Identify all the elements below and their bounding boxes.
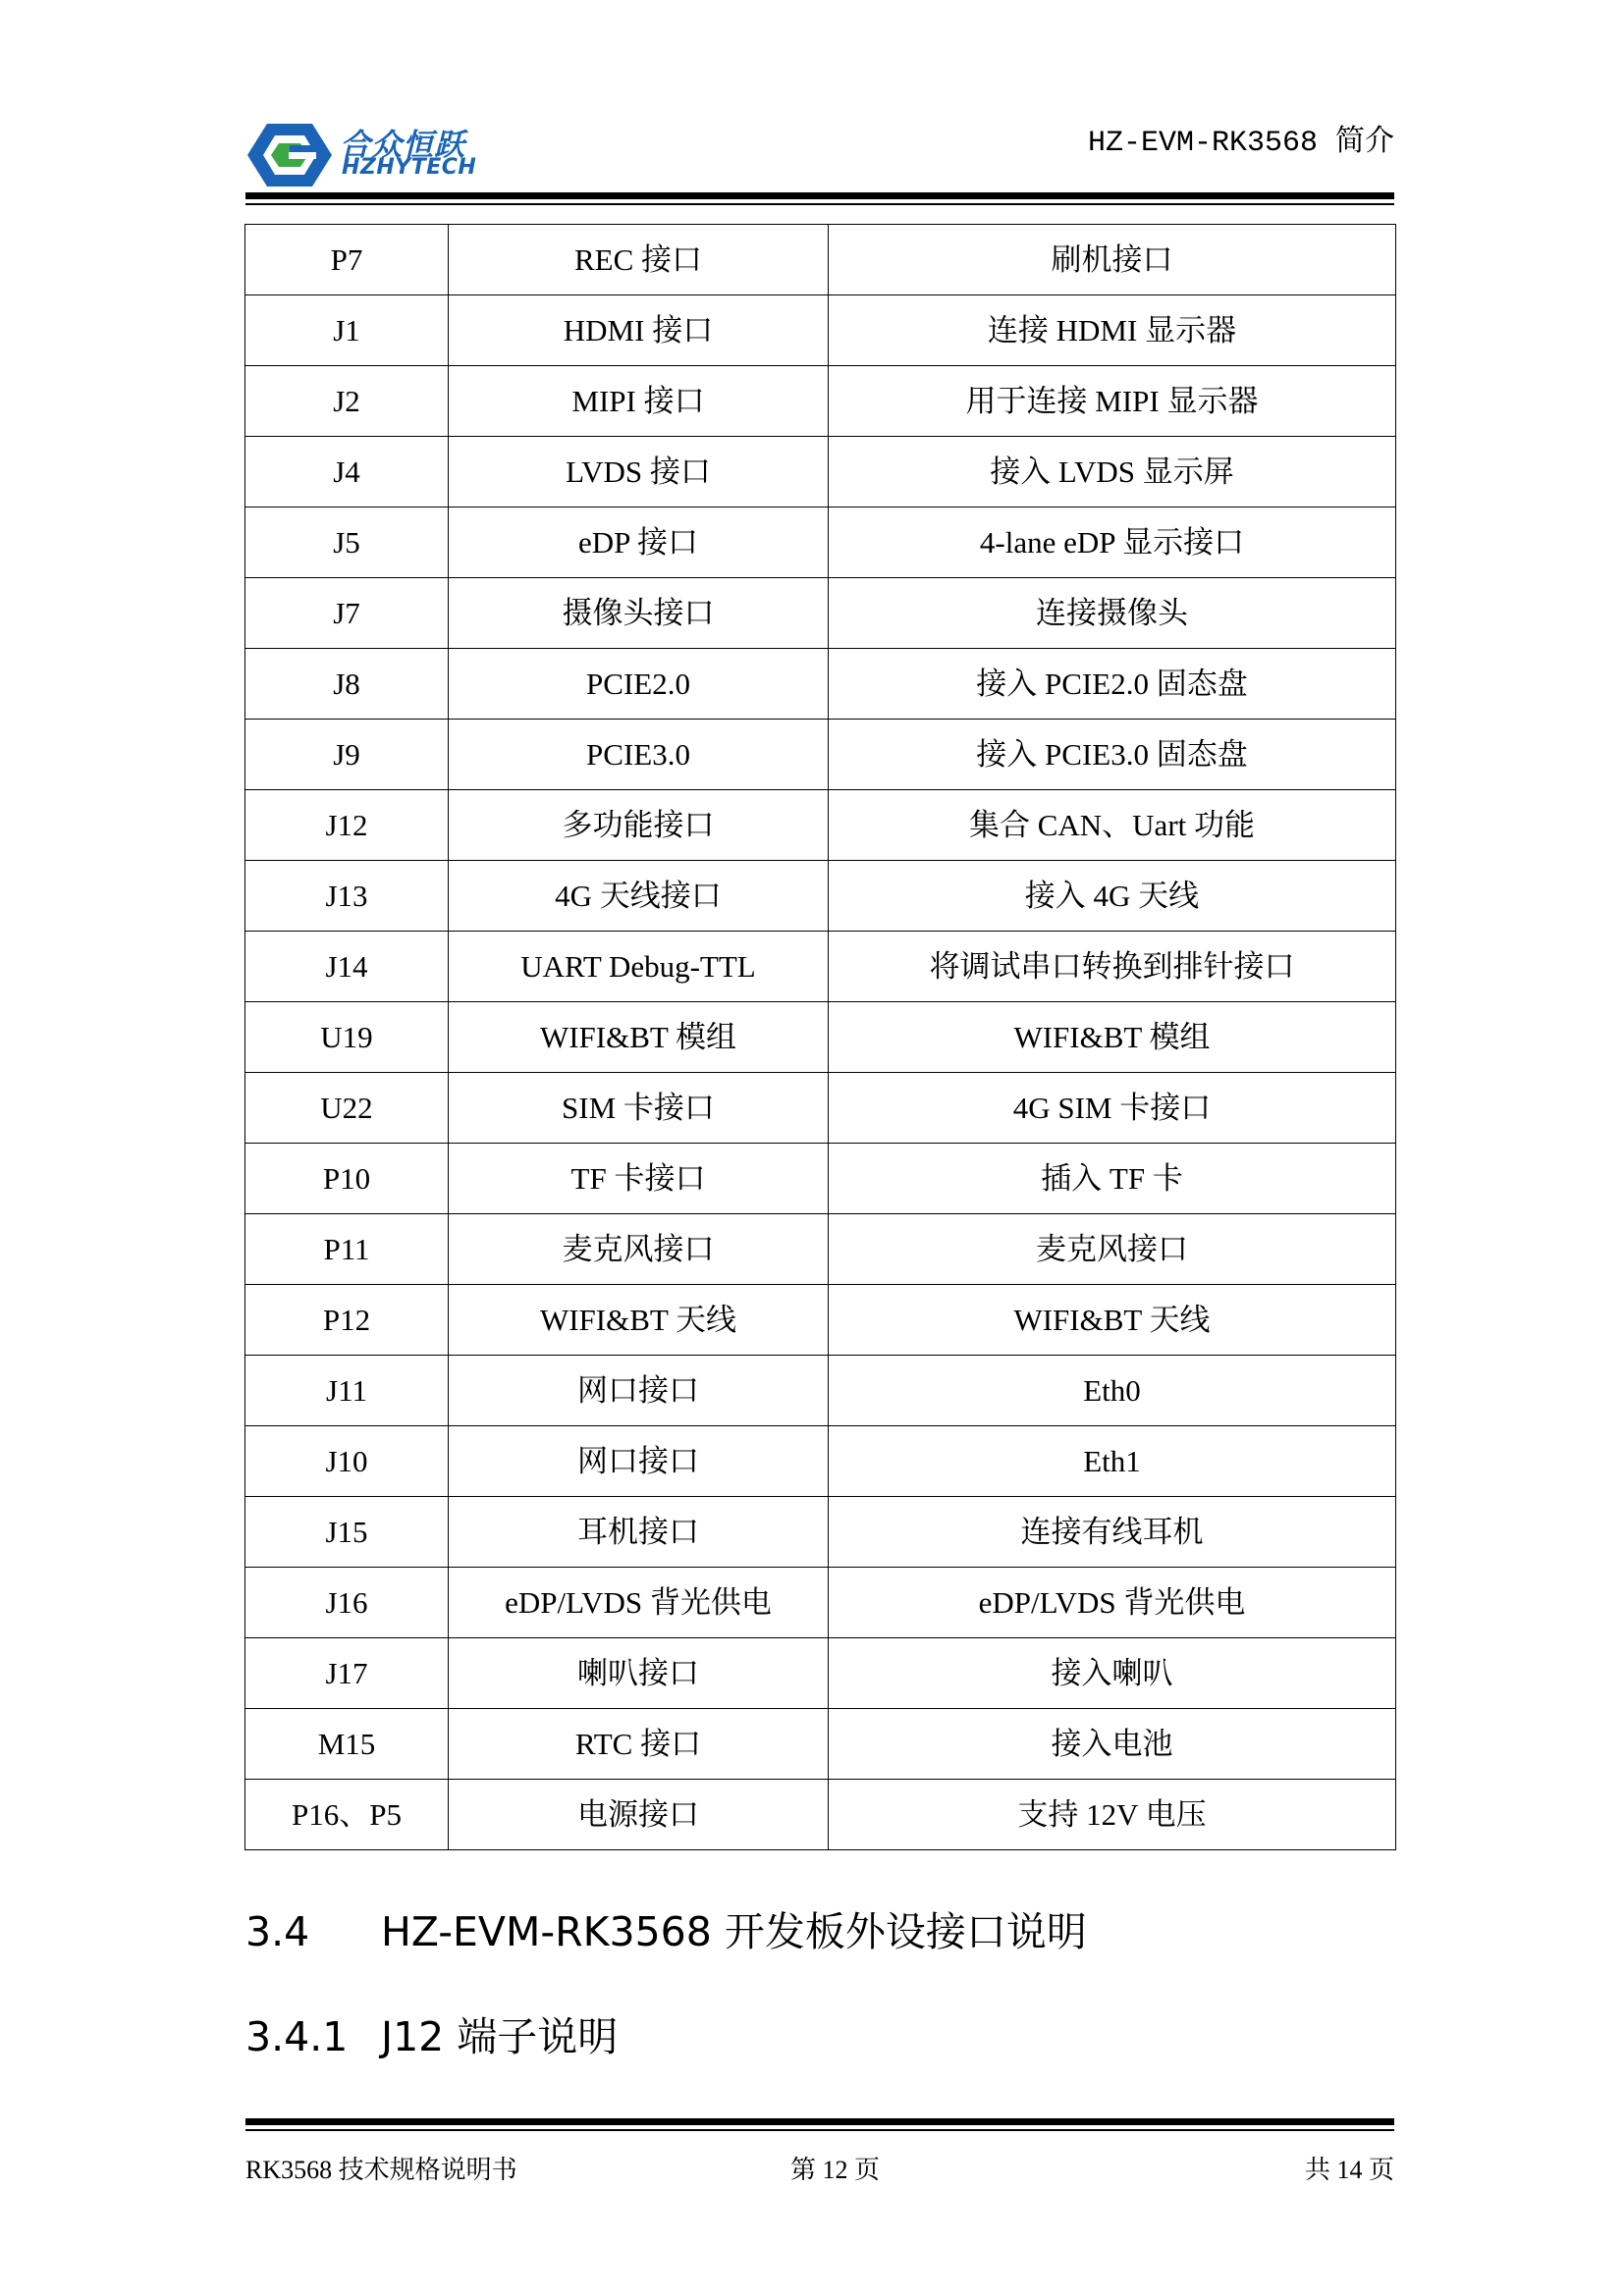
cell-interface-name: PCIE2.0 — [449, 649, 829, 720]
table-row — [245, 1780, 1396, 1850]
cell-designator: J8 — [245, 649, 449, 720]
cell-description: 插入 TF 卡 — [829, 1144, 1396, 1214]
cell-interface-name: 网口接口 — [449, 1426, 829, 1497]
table-row — [245, 366, 1396, 437]
footer-page-number: 第 12 页 — [790, 2156, 881, 2184]
cell-interface-name: REC 接口 — [449, 225, 829, 295]
cell-interface-name: LVDS 接口 — [449, 437, 829, 507]
cell-description: 刷机接口 — [829, 225, 1396, 295]
cell-interface-name: RTC 接口 — [449, 1709, 829, 1780]
cell-designator: J16 — [245, 1568, 449, 1638]
table-row — [245, 1497, 1396, 1568]
cell-interface-name: HDMI 接口 — [449, 295, 829, 366]
cell-interface-name: WIFI&BT 模组 — [449, 1002, 829, 1073]
table-row — [245, 1002, 1396, 1073]
cell-description: 接入电池 — [829, 1709, 1396, 1780]
interface-table — [244, 224, 1396, 1850]
header-title: HZ-EVM-RK3568 简介 — [1087, 127, 1394, 160]
footer-rule-thin — [245, 2129, 1394, 2131]
cell-description: 将调试串口转换到排针接口 — [829, 932, 1396, 1002]
cell-interface-name: UART Debug-TTL — [449, 932, 829, 1002]
cell-description: 连接摄像头 — [829, 578, 1396, 649]
section-number: 3.4 — [245, 1908, 310, 1955]
table-row — [245, 1073, 1396, 1144]
cell-interface-name: SIM 卡接口 — [449, 1073, 829, 1144]
company-logo — [245, 120, 477, 190]
cell-interface-name: eDP/LVDS 背光供电 — [449, 1568, 829, 1638]
cell-designator: J13 — [245, 861, 449, 932]
table-row — [245, 1356, 1396, 1426]
table-row — [245, 1709, 1396, 1780]
logo-hexagon-icon — [245, 120, 334, 190]
cell-interface-name: PCIE3.0 — [449, 720, 829, 790]
section-heading — [245, 1899, 1087, 1957]
cell-description: 连接有线耳机 — [829, 1497, 1396, 1568]
cell-interface-name: WIFI&BT 天线 — [449, 1285, 829, 1356]
cell-designator: M15 — [245, 1709, 449, 1780]
logo-english-text: HZHYTECH — [342, 155, 477, 180]
cell-interface-name: 电源接口 — [449, 1780, 829, 1850]
cell-description: 4-lane eDP 显示接口 — [829, 507, 1396, 578]
cell-interface-name: 多功能接口 — [449, 790, 829, 861]
cell-interface-name: 喇叭接口 — [449, 1638, 829, 1709]
cell-designator: P12 — [245, 1285, 449, 1356]
logo-chinese-text: 合众恒跃 — [340, 128, 465, 163]
cell-designator: P10 — [245, 1144, 449, 1214]
header-rule-thick — [245, 192, 1394, 199]
table-row — [245, 1426, 1396, 1497]
cell-designator: P7 — [245, 225, 449, 295]
table-row — [245, 507, 1396, 578]
cell-interface-name: 网口接口 — [449, 1356, 829, 1426]
cell-description: WIFI&BT 天线 — [829, 1285, 1396, 1356]
cell-description: 接入 PCIE2.0 固态盘 — [829, 649, 1396, 720]
cell-designator: P16、P5 — [245, 1780, 449, 1850]
cell-interface-name: 4G 天线接口 — [449, 861, 829, 932]
cell-designator: J1 — [245, 295, 449, 366]
table-row — [245, 1144, 1396, 1214]
table-row — [245, 437, 1396, 507]
cell-interface-name: eDP 接口 — [449, 507, 829, 578]
cell-description: 用于连接 MIPI 显示器 — [829, 366, 1396, 437]
cell-designator: J9 — [245, 720, 449, 790]
cell-description: 连接 HDMI 显示器 — [829, 295, 1396, 366]
cell-interface-name: TF 卡接口 — [449, 1144, 829, 1214]
cell-designator: J10 — [245, 1426, 449, 1497]
table-row — [245, 578, 1396, 649]
cell-designator: U22 — [245, 1073, 449, 1144]
page-header — [245, 106, 1394, 204]
cell-designator: P11 — [245, 1214, 449, 1285]
footer-rule-thick — [245, 2118, 1394, 2125]
table-row — [245, 932, 1396, 1002]
table-row — [245, 1638, 1396, 1709]
table-row — [245, 1568, 1396, 1638]
footer-document-title: RK3568 技术规格说明书 — [245, 2156, 517, 2184]
cell-interface-name: 麦克风接口 — [449, 1214, 829, 1285]
table-row — [245, 720, 1396, 790]
subsection-heading — [245, 2004, 618, 2062]
table-row — [245, 1285, 1396, 1356]
cell-description: Eth1 — [829, 1426, 1396, 1497]
cell-designator: J7 — [245, 578, 449, 649]
cell-designator: J15 — [245, 1497, 449, 1568]
header-rule-thin — [245, 203, 1394, 205]
cell-designator: J11 — [245, 1356, 449, 1426]
cell-designator: J12 — [245, 790, 449, 861]
interface-table-body — [245, 225, 1396, 1850]
cell-description: 接入 4G 天线 — [829, 861, 1396, 932]
cell-description: 4G SIM 卡接口 — [829, 1073, 1396, 1144]
cell-description: 集合 CAN、Uart 功能 — [829, 790, 1396, 861]
cell-description: 接入喇叭 — [829, 1638, 1396, 1709]
section-title: HZ-EVM-RK3568 开发板外设接口说明 — [381, 1908, 1087, 1955]
cell-designator: J5 — [245, 507, 449, 578]
cell-designator: J4 — [245, 437, 449, 507]
cell-description: 接入 LVDS 显示屏 — [829, 437, 1396, 507]
cell-designator: U19 — [245, 1002, 449, 1073]
cell-interface-name: 摄像头接口 — [449, 578, 829, 649]
table-row — [245, 295, 1396, 366]
cell-designator: J14 — [245, 932, 449, 1002]
cell-description: 支持 12V 电压 — [829, 1780, 1396, 1850]
table-row — [245, 790, 1396, 861]
footer-page-total: 共 14 页 — [1304, 2156, 1394, 2184]
cell-description: WIFI&BT 模组 — [829, 1002, 1396, 1073]
table-row — [245, 1214, 1396, 1285]
subsection-number: 3.4.1 — [245, 2013, 349, 2060]
cell-description: Eth0 — [829, 1356, 1396, 1426]
table-row — [245, 225, 1396, 295]
table-row — [245, 649, 1396, 720]
table-row — [245, 861, 1396, 932]
cell-description: eDP/LVDS 背光供电 — [829, 1568, 1396, 1638]
subsection-title: J12 端子说明 — [381, 2013, 619, 2060]
cell-interface-name: MIPI 接口 — [449, 366, 829, 437]
cell-designator: J2 — [245, 366, 449, 437]
cell-designator: J17 — [245, 1638, 449, 1709]
cell-interface-name: 耳机接口 — [449, 1497, 829, 1568]
cell-description: 麦克风接口 — [829, 1214, 1396, 1285]
cell-description: 接入 PCIE3.0 固态盘 — [829, 720, 1396, 790]
